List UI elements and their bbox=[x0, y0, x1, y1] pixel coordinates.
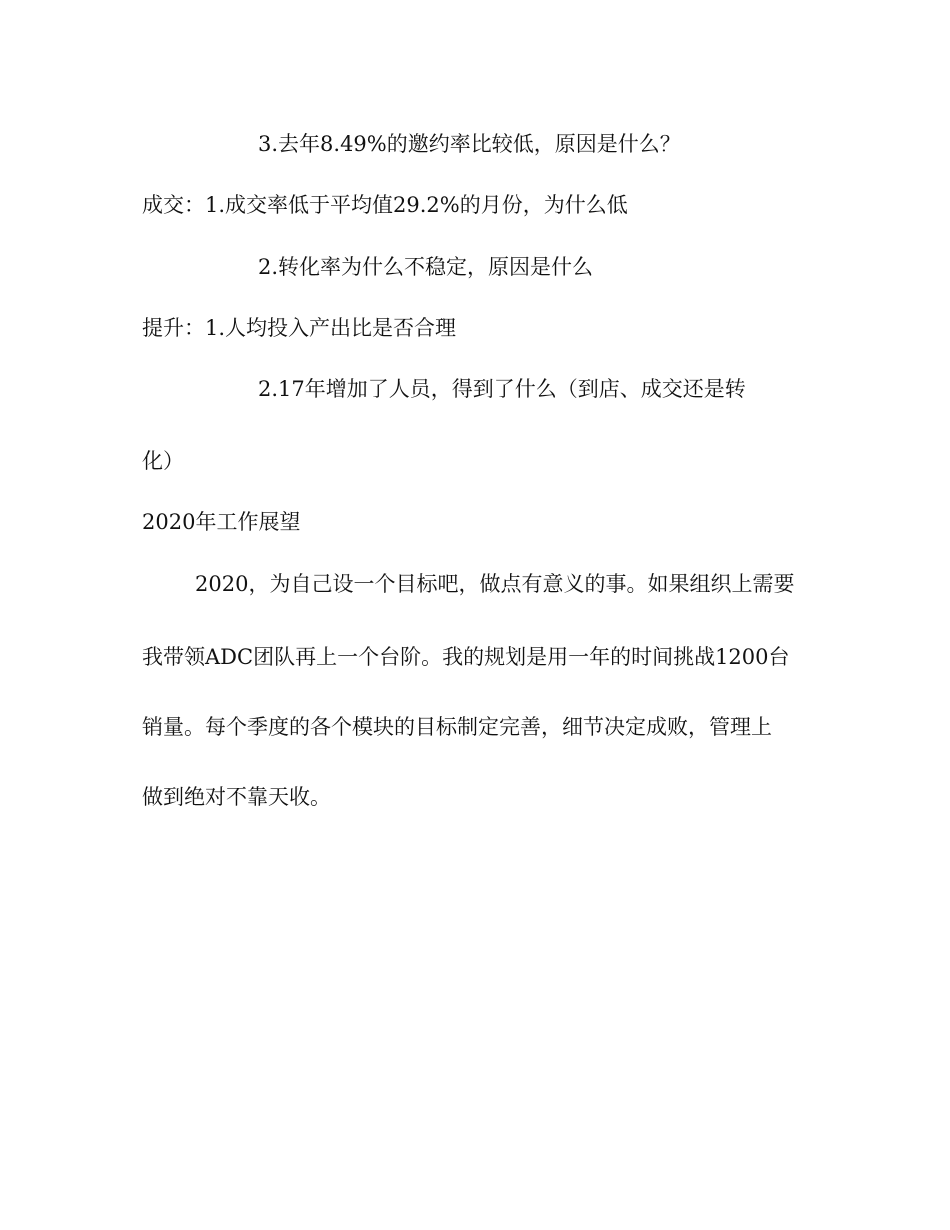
conversion-rate-question: 2.转化率为什么不稳定，原因是什么 bbox=[258, 255, 594, 279]
staff-increase-question-continued: 化） bbox=[142, 449, 184, 473]
question-invitation-rate: 3.去年8.49%的邀约率比较低，原因是什么？ bbox=[258, 132, 681, 156]
outlook-paragraph-line-2: 我带领ADC团队再上一个台阶。我的规划是用一年的时间挑战1200台 bbox=[142, 645, 790, 669]
outlook-paragraph-line-1: 2020，为自己设一个目标吧，做点有意义的事。如果组织上需要 bbox=[195, 572, 795, 596]
section-heading-2020-outlook: 2020年工作展望 bbox=[142, 510, 301, 534]
improvement-question: 提升：1.人均投入产出比是否合理 bbox=[142, 316, 457, 340]
outlook-paragraph-line-4: 做到绝对不靠天收。 bbox=[142, 785, 331, 809]
deal-rate-question: 成交：1.成交率低于平均值29.2%的月份，为什么低 bbox=[142, 193, 628, 217]
staff-increase-question: 2.17年增加了人员，得到了什么（到店、成交还是转 bbox=[258, 377, 746, 401]
outlook-paragraph-line-3: 销量。每个季度的各个模块的目标制定完善，细节决定成败，管理上 bbox=[142, 715, 772, 739]
